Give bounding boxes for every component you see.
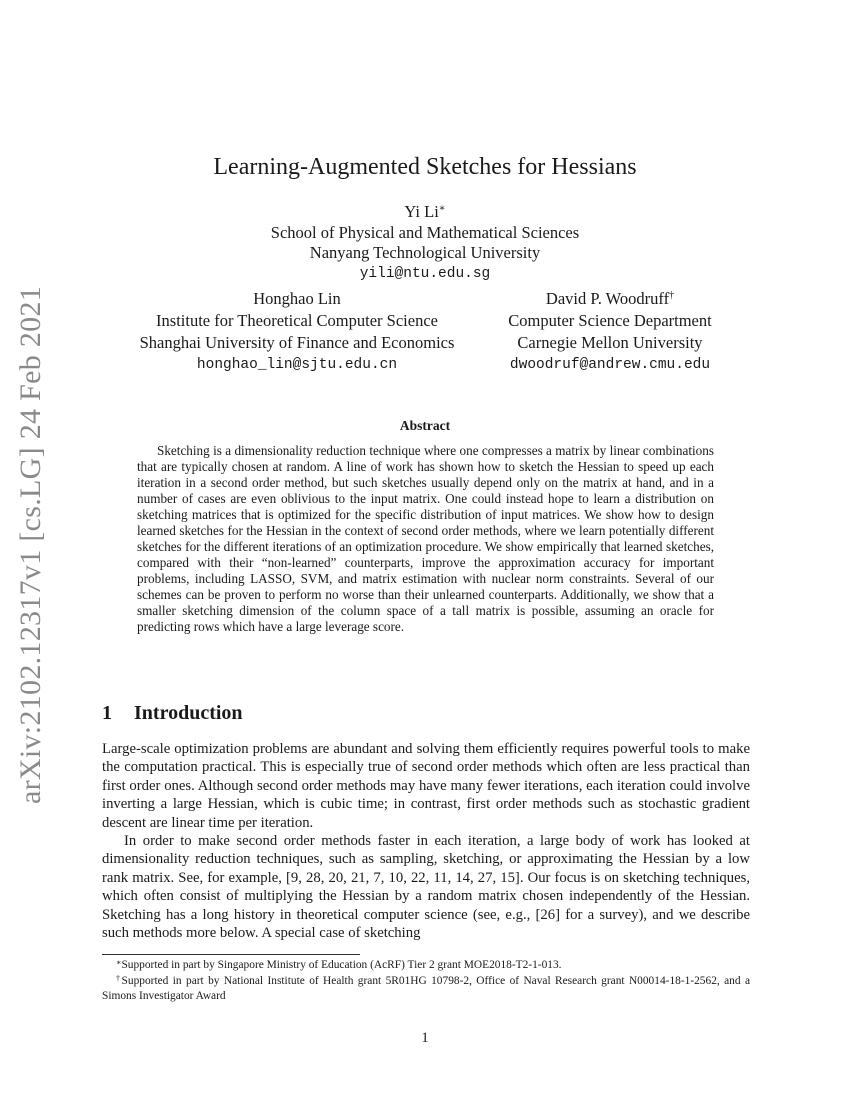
author-2-affiliation-2: Shanghai University of Finance and Economics [139,333,455,352]
abstract-text: Sketching is a dimensionality reduction technique where one compresses a matrix by linear combinations that are typically chosen at random. A line of work has shown how to sketch the Hessian to speed up each iteration in a second order method, but such sketches usually depend only on the matrix at hand, and in a number of cases are even oblivious to the input matrix. One could instead hope to learn a distribution on sketching matrices that is optimized for the specific distribution of input matrices. We show how to design learned sketches for the Hessian in the context of second order methods, where we learn potentially different sketches for the different iterations of an optimization procedure. We show empirically that learned sketches, compared with their “non-learned” counterparts, improve the approximation accuracy for important problems, including LASSO, SVM, and matrix estimation with nuclear norm constraints. Several of our schemes can be proven to perform no worse than their unlearned counterparts. Additionally, we show that a smaller sketching dimension of the column space of a tall matrix is possible, assuming an oracle for predicting rows which have a large leverage score. [137,443,714,634]
author-3-footnote-mark: † [669,290,675,301]
footnote-1 [102,958,750,973]
author-2-block [127,288,467,376]
body-paragraph-2: In order to make second order methods faster in each iteration, a large body of work has looked at dimensionality reduction techniques, such as sampling, sketching, or approximating the Hessian by a low rank matrix. See, for example, [9, 28, 20, 21, 7, 10, 22, 11, 14, 27, 15]. Our focus is on sketching techniques, which often consist of multiplying the Hessian by a random matrix chosen independently of the Hessian. Sketching has a long history in theoretical computer science (see, e.g., [26] for a survey), and we describe such methods more below. A special case of sketching [102,833,750,942]
footnote-2-text: Supported in part by National Institute of Health grant 5R01HG 10798-2, Office of Naval Research grant N00014-18-1-2562, and a Simons Investigator Award [102,975,751,1002]
author-2-affiliation-1: Institute for Theoretical Computer Science [156,311,438,330]
section-number: 1 [102,702,112,724]
page-number: 1 [421,1030,429,1046]
section-title: Introduction [134,702,243,724]
author-1-footnote-mark: ∗ [438,203,446,214]
footnote-1-mark: ∗ [116,958,122,967]
abstract-heading: Abstract [399,418,451,433]
author-3-affiliation-1: Computer Science Department [508,311,712,330]
author-1-name: Yi Li [404,202,439,221]
author-1-email: yili@ntu.edu.sg [359,266,491,282]
footnote-divider [102,954,360,955]
author-1-name-line [0,202,850,222]
arxiv-id: arXiv:2102.12317v1 [cs.LG] 24 Feb 2021 [14,285,47,805]
author-3-name: David P. Woodruff [545,289,670,308]
footnote-2 [102,974,750,1003]
author-3-name-line [490,288,730,310]
author-3-email: dwoodruf@andrew.cmu.edu [509,357,711,373]
paper-title: Learning-Augmented Sketches for Hessians [213,154,637,180]
author-1-affiliation-2: Nanyang Technological University [309,243,541,262]
section-heading [102,702,243,725]
body-paragraph-1: Large-scale optimization problems are abundant and solving them efficiently requires powerful tools to make the computation practical. This is especially true of second order methods which often are less practical than first order ones. Although second order methods may have many fewer iterations, each iteration could involve inverting a large Hessian, which is cubic time; in contrast, first order methods such as stochastic gradient descent are linear time per iteration. [102,741,750,831]
author-2-name: Honghao Lin [253,289,341,308]
footnote-1-text: Supported in part by Singapore Ministry of Education (AcRF) Tier 2 grant MOE2018-T2-1-013. [121,959,562,971]
author-1-affiliation-1: School of Physical and Mathematical Sciences [270,223,580,242]
footnote-2-mark: † [116,974,122,983]
author-2-email: honghao_lin@sjtu.edu.cn [196,357,398,373]
arxiv-sidebar-stamp [6,285,56,805]
author-3-affiliation-2: Carnegie Mellon University [517,333,703,352]
author-3-block [490,288,730,376]
